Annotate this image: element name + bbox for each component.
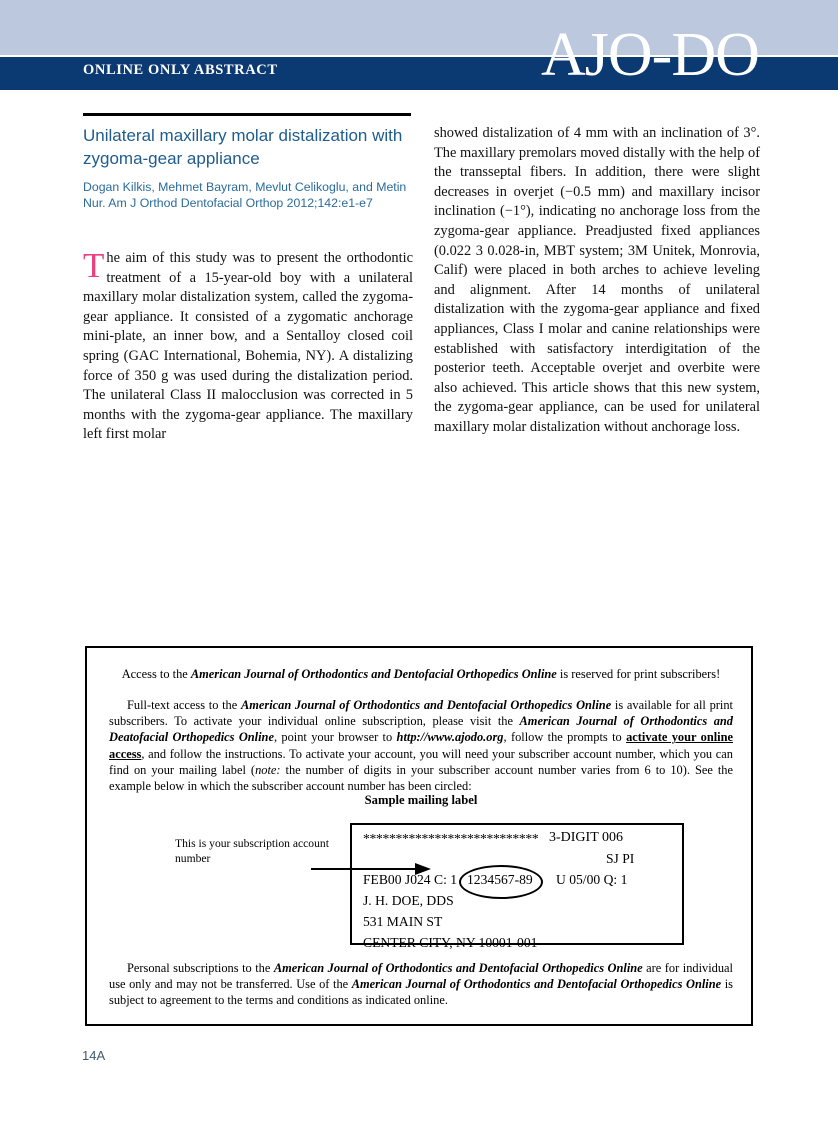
notice-body-6: the number of digits in your subscriber account number varies from 6 to 10). See the example below in which the subscriber account number has been circled: — [109, 762, 733, 794]
notice-footer-1: Personal subscriptions to the — [127, 961, 274, 975]
label-sj-pi-code: SJ PI — [606, 851, 635, 866]
notice-footer-paragraph — [109, 960, 733, 1009]
label-city-state-zip: CENTER CITY, NY 10001-001 — [363, 935, 538, 950]
notice-body-5: , and follow the instructions. To activate your account, you will need your subscriber account number, which you can find on your mailing label ( — [109, 746, 733, 777]
abstract-text-right: showed distalization of 4 mm with an inclination of 3°. The maxillary premolars moved distally with the help of the transseptal fibers. In addition, there were slight decreases in overjet (−0.5 mm) and maxillary incisor inclination (−1°), indicating no anchorage loss from the zygoma-gear appliance. Preadjusted fixed appliances (0.022 3 0.028-in, MBT system; 3M Unitek, Monrovia, Calif) were placed in both arches to achieve leveling and alignment. After 14 months of unilateral distalization with the zygoma-gear appliance and fixed appliances, Class I molar and canine relationships were established with satisfactory interdigitation of the posterior teeth. Acceptable overjet and overbite were also achieved. This article shows that this new system, the zygoma-gear appliance, can be used for unilateral maxillary molar distalization without anchorage loss. — [434, 125, 760, 435]
notice-body-2: is available for all print subscribers. To activate your individual online subscription, please visit the — [109, 698, 733, 729]
section-label: ONLINE ONLY ABSTRACT — [83, 62, 278, 78]
label-callout-text: This is your subscription account number — [175, 837, 329, 865]
notice-body-4: , follow the prompts to — [503, 730, 627, 745]
title-rule — [83, 113, 411, 116]
abstract-column-left — [83, 246, 413, 445]
label-stars-line: *************************** — [363, 831, 539, 846]
label-recipient-name: J. H. DOE, DDS — [363, 893, 454, 908]
notice-headline-pre: Access to the — [121, 667, 191, 681]
abstract-column-right — [434, 124, 760, 438]
notice-footer-2: are for individual use only and may not be transferred. Use of the — [109, 961, 733, 992]
notice-headline-journal: American Journal of Orthodontics and Dentofacial Orthopedics Online — [190, 667, 557, 681]
subscriber-notice-box — [85, 646, 753, 1026]
journal-logo: AJO-DO — [541, 21, 759, 89]
page-title: Unilateral maxillary molar distalization with zygoma-gear appliance — [83, 126, 403, 168]
label-date-code: FEB00 J024 C: 1 — [363, 872, 458, 887]
label-street: 531 MAIN ST — [363, 914, 443, 929]
article-authors-citation: Dogan Kilkis, Mehmet Bayram, Mevlut Celikoglu, and Metin Nur. Am J Orthod Dentofacial Orthop 2012;142:e1-e7 — [83, 180, 407, 210]
page-masthead — [0, 0, 838, 92]
sample-mailing-label — [350, 823, 684, 950]
label-digit-code: 3-DIGIT 006 — [549, 830, 624, 845]
notice-body-journal-1: American Journal of Orthodontics and Dentofacial Orthopedics Online — [240, 698, 612, 712]
notice-body-journal-2: American Journal of Orthodontics and Deatofacial Orthopedics Online — [109, 714, 734, 745]
notice-activate-link[interactable]: activate your online access — [109, 730, 733, 761]
label-account-number: 1234567-89 — [467, 872, 533, 887]
drop-cap: T — [83, 246, 105, 285]
page-number: 14A — [82, 1048, 106, 1063]
notice-footer-journal-1: American Journal of Orthodontics and Dentofacial Orthopedics Online — [273, 961, 643, 975]
masthead-bottom-rule — [0, 90, 838, 92]
notice-body-url[interactable]: http://www.ajodo.org — [396, 730, 504, 745]
notice-headline — [109, 666, 733, 682]
notice-note-label: note: — [255, 762, 281, 777]
label-u-code: U 05/00 Q: 1 — [556, 872, 628, 887]
notice-body-3: , point your browser to — [273, 730, 397, 745]
notice-headline-post: is reserved for print subscribers! — [556, 667, 721, 681]
sample-label-heading: Sample mailing label — [364, 793, 478, 807]
notice-footer-3: is subject to agreement to the terms and conditions as indicated online. — [109, 977, 733, 1008]
notice-footer-journal-2: American Journal of Orthodontics and Dentofacial Orthopedics Online — [351, 977, 722, 992]
abstract-text-left: he aim of this study was to present the orthodontic treatment of a 15-year-old boy with a unilateral maxillary molar distalization system, called the zygoma-gear appliance. It consisted of a zygomatic anchorage mini-plate, an inner bow, and a Sentalloy closed coil spring (GAC International, Bohemia, NY). A distalizing force of 350 g was used during the distalization period. The unilateral Class II malocclusion was corrected in 5 months with the zygoma-gear appliance. The maxillary left first molar — [83, 250, 413, 443]
notice-body-1: Full-text access to the — [127, 698, 241, 712]
notice-body-paragraph — [109, 697, 733, 794]
